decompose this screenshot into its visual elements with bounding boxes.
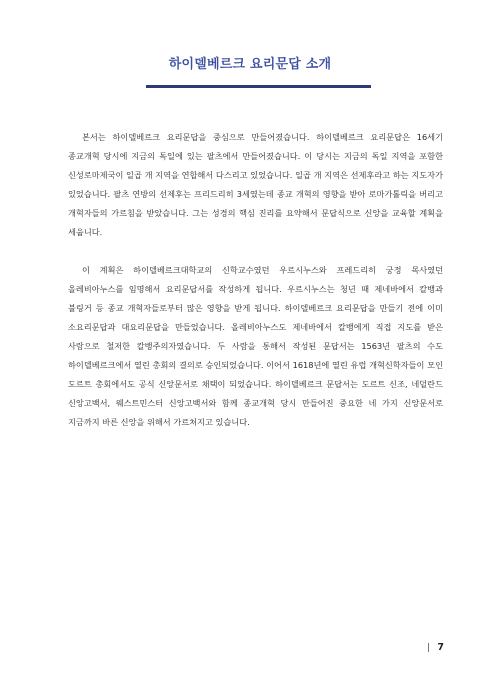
paragraph-2: 이 계획은 하이델베르크대학교의 신학교수였던 우르시누스와 프레드리히 궁정 목사였던 올레비아누스를 임명해서 요리문답서를 작성하게 됩니다. 우르시누스는 청년 때 제네바에서 칼뱅과 불링거 등 종교 개혁자들로부터 많은 영향을 받게 됩니다. 하이델베르크 요리문답을 만들기 전에 이미 소요리문답과 대요리문답을 만들었습니다. 올레비아누스도 제네바에서 칼뱅에게 직접 지도를 받은 사람으로 철저한 칼뱅주의자였습니다. 두 사람을 통해서 작성된 문답서는 1563년 팔츠의 수도 하이델베르크에서 열린 총회의 결의로 승인되었습니다. 이어서 1618년에 열린 유럽 개혁신학자들이 모인 도르트 총회에서도 공식 신앙문서로 채택이 되었습니다. 하이델베르크 문답서는 도르트 신조, 네덜란드 신앙고백서, 웨스트민스터 신앙고백서와 함께 종교개혁 당시 만들어진 중요한 네 가지 신앙문서로 지금까지 바른 신앙을 위해서 가르쳐지고 있습니다. [68,265,443,427]
page-footer [428,642,444,653]
body-text [68,128,443,451]
page-number: 7 [437,642,444,653]
footer-divider [428,643,429,652]
paragraph-1: 본서는 하이델베르크 요리문답을 중심으로 만들어졌습니다. 하이델베르크 요리문답은 16세기 종교개혁 당시에 지금의 독일에 있는 팔츠에서 만들어졌습니다. 이 당시는 지금의 독일 지역을 포함한 신성로마제국이 일곱 개 지역을 연합해서 다스리고 있었습니다. 일곱 개 지역은 선제후라고 하는 지도자가 있었습니다. 팔츠 연방의 선제후는 프리드리히 3세였는데 종교 개혁의 영향을 받아 로마가톨릭을 버리고 개혁자들의 가르침을 받았습니다. 그는 성경의 핵심 진리를 요약해서 문답식으로 신앙을 교육할 계획을 세웁니다. [68,132,443,237]
page-title: 하이델베르크 요리문답 소개 [168,57,332,72]
title-underline [146,85,371,88]
